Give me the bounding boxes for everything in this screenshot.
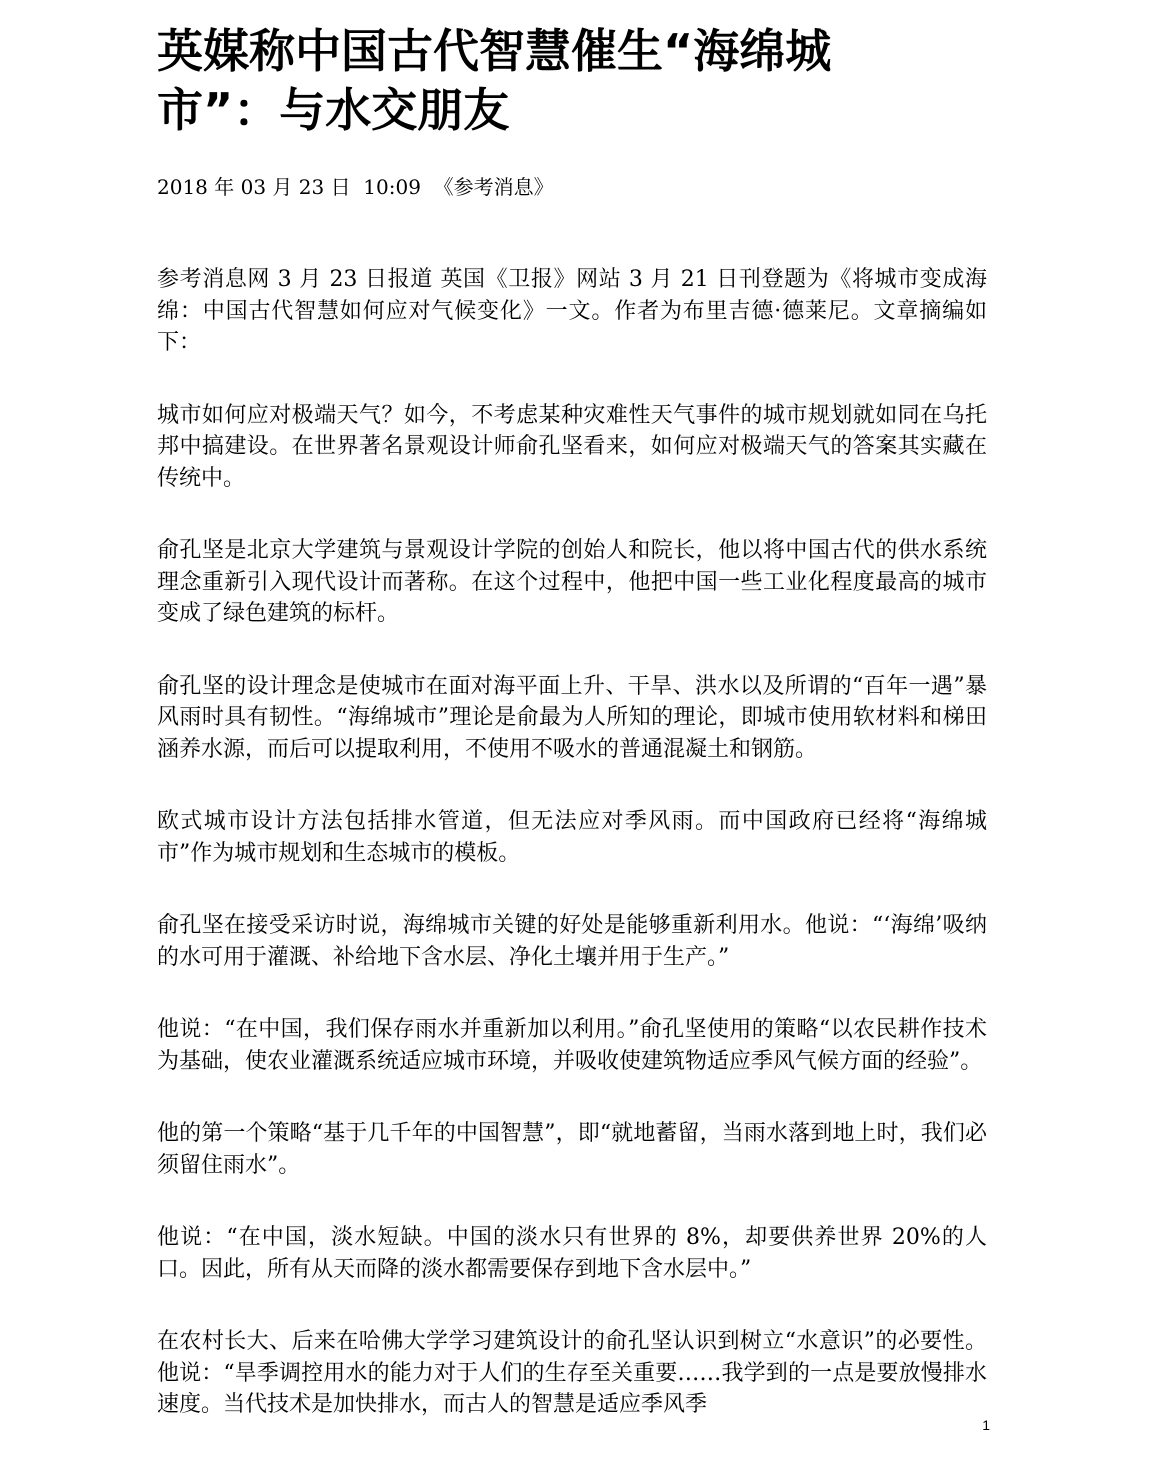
paragraph: 俞孔坚的设计理念是使城市在面对海平面上升、干旱、洪水以及所谓的“百年一遇”暴风雨时具有韧性。“海绵城市”理论是俞最为人所知的理论，即城市使用软材料和梯田涵养水源，而后可以提取利用，不使用不吸水的普通混凝土和钢筋。 — [157, 673, 987, 762]
paragraph: 俞孔坚是北京大学建筑与景观设计学院的创始人和院长，他以将中国古代的供水系统理念重新引入现代设计而著称。在这个过程中，他把中国一些工业化程度最高的城市变成了绿色建筑的标杆。 — [157, 538, 987, 626]
paragraph: 他的第一个策略“基于几千年的中国智慧”，即“就地蓄留，当雨水落到地上时，我们必须留住雨水”。 — [157, 1121, 987, 1178]
page-number: 1 — [982, 1417, 990, 1433]
paragraph: 城市如何应对极端天气？如今，不考虑某种灾难性天气事件的城市规划就如同在乌托邦中搞建设。在世界著名景观设计师俞孔坚看来，如何应对极端天气的答案其实藏在传统中。 — [157, 402, 987, 491]
paragraph: 参考消息网 3 月 23 日报道 英国《卫报》网站 3 月 21 日刊登题为《将城市变成海绵：中国古代智慧如何应对气候变化》一文。作者为布里吉德·德莱尼。文章摘编如下： — [157, 267, 987, 355]
article-meta: 2018 年 03 月 23 日 10:09 《参考消息》 — [157, 175, 554, 199]
paragraph: 在农村长大、后来在哈佛大学学习建筑设计的俞孔坚认识到树立“水意识”的必要性。他说：“旱季调控用水的能力对于人们的生存至关重要……我学到的一点是要放慢排水速度。当代技术是加快排水，而古人的智慧是适应季风季 — [157, 1329, 987, 1417]
article-body — [157, 264, 987, 1421]
article-title: 英媒称中国古代智慧催生“海绵城市”：与水交朋友 — [157, 24, 832, 137]
document-page — [157, 22, 987, 1462]
paragraph: 他说：“在中国，我们保存雨水并重新加以利用。”俞孔坚使用的策略“以农民耕作技术为基础，使农业灌溉系统适应城市环境，并吸收使建筑物适应季风气候方面的经验”。 — [157, 1017, 987, 1074]
paragraph: 他说：“在中国，淡水短缺。中国的淡水只有世界的 8%，却要供养世界 20%的人口。因此，所有从天而降的淡水都需要保存到地下含水层中。” — [157, 1225, 987, 1282]
paragraph: 俞孔坚在接受采访时说，海绵城市关键的好处是能够重新利用水。他说：“‘海绵’吸纳的水可用于灌溉、补给地下含水层、净化土壤并用于生产。” — [157, 913, 987, 970]
paragraph: 欧式城市设计方法包括排水管道，但无法应对季风雨。而中国政府已经将“海绵城市”作为城市规划和生态城市的模板。 — [157, 809, 987, 866]
